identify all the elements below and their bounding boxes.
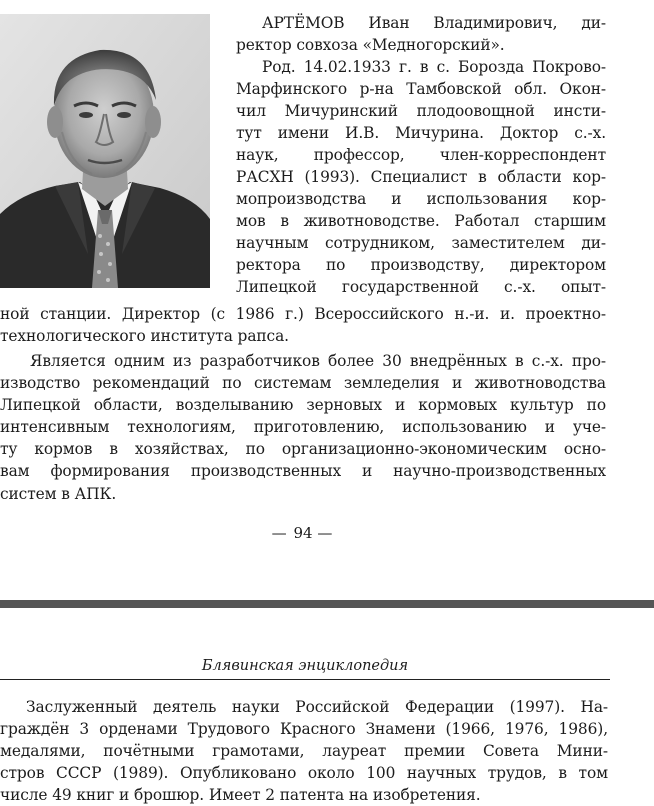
entry-line: чил Мичуринский плодоовощной инсти- [236, 102, 606, 120]
page-separator [0, 600, 654, 608]
entry-line: Марфинского р-на Тамбовской обл. Окон- [236, 80, 606, 98]
entry-line: технологического института рапса. [0, 327, 289, 345]
entry-line: научным сотрудником, заместителем ди- [236, 234, 606, 252]
lower-paragraph-line: Заслуженный деятель науки Российской Федерации (1997). На- [26, 698, 608, 716]
portrait-photo [0, 14, 210, 288]
entry-heading-line: АРТЁМОВ Иван Владимирович, ди- [262, 14, 606, 32]
lower-line: медалями, почётными грамотами, лауреат премии Совета Мини- [0, 742, 608, 760]
lower-line: стров СССР (1989). Опубликовано около 100 научных трудов, в том [0, 764, 608, 782]
entry-line: изводство рекомендаций по системам земледелия и животноводства [0, 374, 606, 392]
entry-line: мопроизводства и использования кор- [236, 190, 606, 208]
page-number-dash: — [317, 524, 335, 542]
portrait-photo-image [0, 14, 210, 288]
entry-line: ректор совхоза «Медногорский». [236, 36, 505, 54]
entry-line: Липецкой государственной с.-х. опыт- [236, 278, 606, 296]
lower-line: числе 49 книг и брошюр. Имеет 2 патента на изобретения. [0, 786, 481, 804]
entry-line: интенсивным технологиям, приготовлению, использованию и уче- [0, 418, 606, 436]
running-head-rule [0, 679, 610, 680]
entry-paragraph-line: Является одним из разработчиков более 30 внедрённых в с.-х. про- [30, 352, 606, 370]
lower-page [0, 608, 654, 806]
entry-line: РАСХН (1993). Специалист в области кор- [236, 168, 606, 186]
entry-line: вам формирования производственных и научно-производственных [0, 462, 606, 480]
entry-line: мов в животноводстве. Работал старшим [236, 212, 606, 230]
entry-line: Липецкой области, возделыванию зерновых и кормовых культур по [0, 396, 606, 414]
page-number [0, 522, 606, 544]
entry-line: ту кормов в хозяйствах, по организационно-экономическим осно- [0, 440, 606, 458]
entry-line: систем в АПК. [0, 485, 117, 503]
entry-line: тут имени И.В. Мичурина. Доктор с.-х. [236, 124, 606, 142]
entry-line: Род. 14.02.1933 г. в с. Борозда Покрово- [262, 58, 606, 76]
entry-line: ной станции. Директор (с 1986 г.) Всероссийского н.-и. и. проектно- [0, 305, 606, 323]
entry-line: ректора по производству, директором [236, 256, 606, 274]
lower-line: граждён 3 орденами Трудового Красного Знамени (1966, 1976, 1986), [0, 720, 608, 738]
page-number-dash: — [271, 524, 289, 542]
entry-line: наук, профессор, член-корреспондент [236, 146, 606, 164]
running-head: Блявинская энциклопедия [201, 658, 409, 674]
page-number-value: 94 [293, 524, 313, 542]
